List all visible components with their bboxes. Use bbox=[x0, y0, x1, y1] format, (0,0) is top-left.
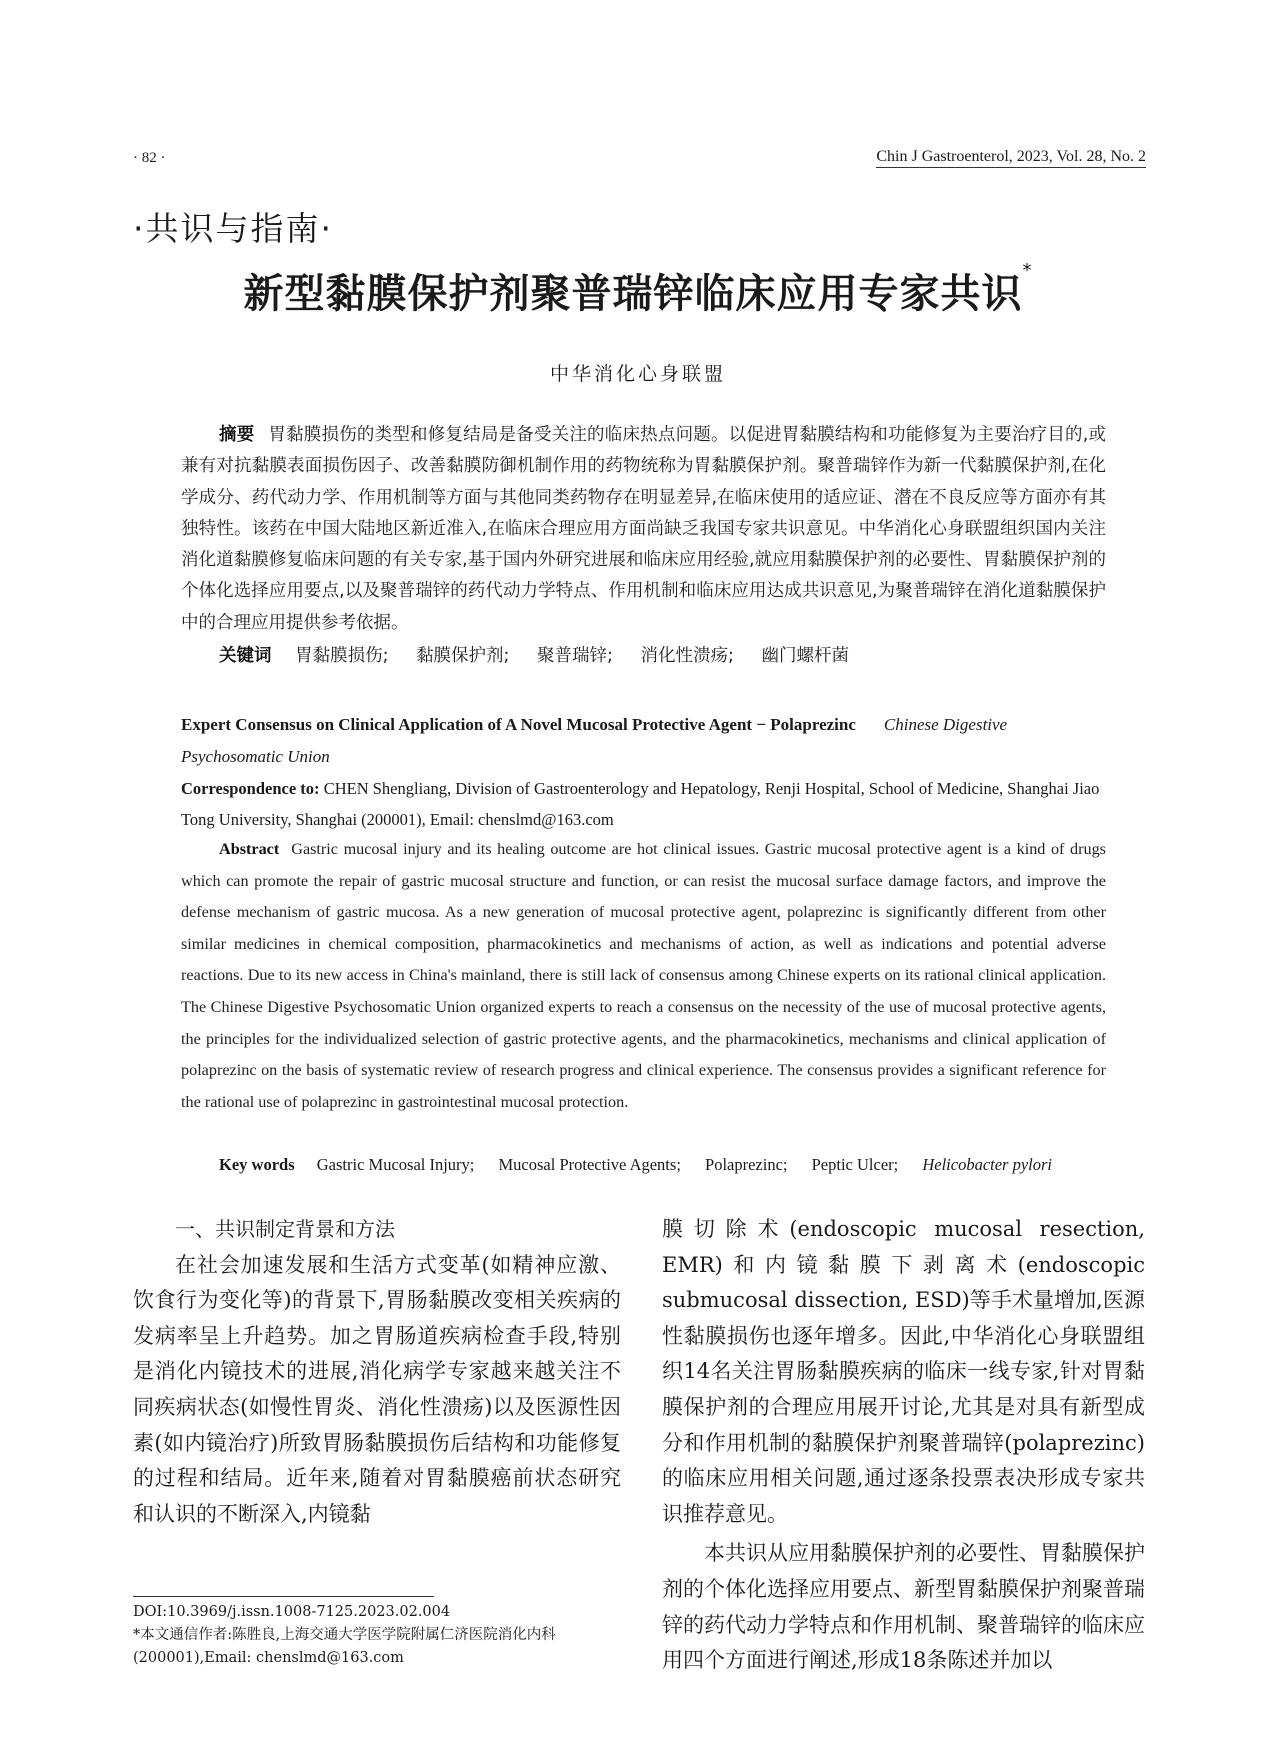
author-line: 中华消化心身联盟 bbox=[549, 363, 726, 385]
page-number: · 82 · bbox=[133, 150, 166, 166]
chinese-abstract-lead: 摘要 bbox=[219, 425, 255, 445]
section-heading: 一、共识制定背景和方法 bbox=[175, 1217, 395, 1241]
corresponding-author-footnote: *本文通信作者:陈胜良,上海交通大学医学院附属仁济医院消化内科(200001),Email: chenslmd@163.com bbox=[133, 1627, 556, 1666]
body-column-right bbox=[662, 1212, 1145, 1679]
chinese-keyword: 黏膜保护剂; bbox=[416, 646, 510, 666]
english-title: Expert Consensus on Clinical Application of A Novel Mucosal Protective Agent − Polaprezinc bbox=[181, 715, 856, 734]
english-keyword: Peptic Ulcer; bbox=[811, 1155, 899, 1174]
article-title-text: 新型黏膜保护剂聚普瑞锌临床应用专家共识 bbox=[243, 271, 1023, 317]
english-title-block bbox=[181, 709, 1106, 773]
correspondence bbox=[181, 773, 1106, 835]
body-paragraph: 膜切除术(endoscopic mucosal resection, EMR)和内镜黏膜下剥离术(endoscopic submucosal dissection, ESD)等手术量增加,医源性黏膜损伤也逐年增多。因此,中华消化心身联盟组织14名关注胃肠黏膜疾病的临床一线专家,针对胃黏膜保护剂的合理应用展开讨论,尤其是对具有新型成分和作用机制的黏膜保护剂聚普瑞锌(polaprezinc)的临床应用相关问题,通过逐条投票表决形成专家共识推荐意见。 bbox=[662, 1217, 1145, 1526]
doi-footnote: DOI:10.3969/j.issn.1008-7125.2023.02.004 bbox=[133, 1604, 451, 1620]
journal-citation: Chin J Gastroenterol, 2023, Vol. 28, No. 2 bbox=[876, 148, 1146, 168]
body-column-left bbox=[133, 1212, 621, 1532]
footnotes bbox=[133, 1601, 623, 1670]
english-abstract-text: Gastric mucosal injury and its healing outcome are hot clinical issues. Gastric mucosal protective agent is a kind of drugs which can promote the repair of gastric mucosal structure and function, or can resist the mucosal surface damage factors, and improve the defense mechanism of gastric mucosa. As a new generation of mucosal protective agent, polaprezinc is significantly different from other similar medicines in chemical composition, pharmacokinetics and mechanisms of action, as well as indications and potential adverse reactions. Due to its new access in China's mainland, there is still lack of consensus among Chinese experts on its rational clinical application. The Chinese Digestive Psychosomatic Union organized experts to reach a consensus on the necessity of the use of mucosal protective agents, the principles for the individualized selection of gastric protective agents, and the pharmacokinetics, mechanisms and clinical application of polaprezinc on the basis of systematic review of research progress and clinical experience. The consensus provides a significant reference for the rational use of polaprezinc in gastrointestinal mucosal protection. bbox=[181, 840, 1106, 1111]
body-paragraph: 在社会加速发展和生活方式变革(如精神应激、饮食行为变化等)的背景下,胃肠黏膜改变相关疾病的发病率呈上升趋势。加之胃肠道疾病检查手段,特别是消化内镜技术的进展,消化病学专家越来越关注不同疾病状态(如慢性胃炎、消化性溃疡)以及医源性因素(如内镜治疗)所致胃肠黏膜损伤后结构和功能修复的过程和结局。近年来,随着对胃黏膜癌前状态研究和认识的不断深入,内镜黏 bbox=[133, 1252, 621, 1526]
article-title bbox=[0, 262, 1276, 319]
english-keyword: Mucosal Protective Agents; bbox=[498, 1155, 681, 1174]
title-footnote-mark: * bbox=[1022, 260, 1033, 281]
chinese-keyword: 聚普瑞锌; bbox=[537, 646, 613, 666]
english-abstract-lead: Abstract bbox=[219, 840, 280, 858]
footnote-divider bbox=[133, 1596, 434, 1597]
english-keyword: Helicobacter pylori bbox=[922, 1155, 1053, 1174]
chinese-abstract bbox=[181, 420, 1106, 639]
column-label: ·共识与指南· bbox=[133, 209, 333, 248]
chinese-keywords-lead: 关键词 bbox=[219, 646, 272, 666]
english-author: Chinese Digestive Psychosomatic Union bbox=[181, 715, 1008, 766]
correspondence-text: CHEN Shengliang, Division of Gastroenterology and Hepatology, Renji Hospital, School of Medicine, Shanghai Jiao Tong University, Shanghai (200001), Email: chenslmd@163.com bbox=[181, 779, 1100, 829]
english-keywords-lead: Key words bbox=[219, 1155, 295, 1174]
chinese-abstract-text: 胃黏膜损伤的类型和修复结局是备受关注的临床热点问题。以促进胃黏膜结构和功能修复为主要治疗目的,或兼有对抗黏膜表面损伤因子、改善黏膜防御机制作用的药物统称为胃黏膜保护剂。聚普瑞锌作为新一代黏膜保护剂,在化学成分、药代动力学、作用机制等方面与其他同类药物存在明显差异,在临床使用的适应证、潜在不良反应等方面亦有其独特性。该药在中国大陆地区新近准入,在临床合理应用方面尚缺乏我国专家共识意见。中华消化心身联盟组织国内关注消化道黏膜修复临床问题的有关专家,基于国内外研究进展和临床应用经验,就应用黏膜保护剂的必要性、胃黏膜保护剂的个体化选择应用要点,以及聚普瑞锌的药代动力学特点、作用机制和临床应用达成共识意见,为聚普瑞锌在消化道黏膜保护中的合理应用提供参考依据。 bbox=[181, 425, 1106, 633]
correspondence-lead: Correspondence to: bbox=[181, 779, 320, 798]
english-abstract bbox=[181, 834, 1106, 1118]
chinese-keyword: 胃黏膜损伤; bbox=[295, 646, 389, 666]
body-paragraph: 本共识从应用黏膜保护剂的必要性、胃黏膜保护剂的个体化选择应用要点、新型胃黏膜保护剂聚普瑞锌的药代动力学特点和作用机制、聚普瑞锌的临床应用四个方面进行阐述,形成18条陈述并加以 bbox=[662, 1541, 1145, 1673]
english-keyword: Gastric Mucosal Injury; bbox=[316, 1155, 475, 1174]
english-keywords bbox=[219, 1155, 1052, 1175]
chinese-keywords bbox=[219, 642, 871, 667]
chinese-keyword: 消化性溃疡; bbox=[640, 646, 734, 666]
chinese-keyword: 幽门螺杆菌 bbox=[761, 646, 850, 666]
english-keyword: Polaprezinc; bbox=[705, 1155, 788, 1174]
